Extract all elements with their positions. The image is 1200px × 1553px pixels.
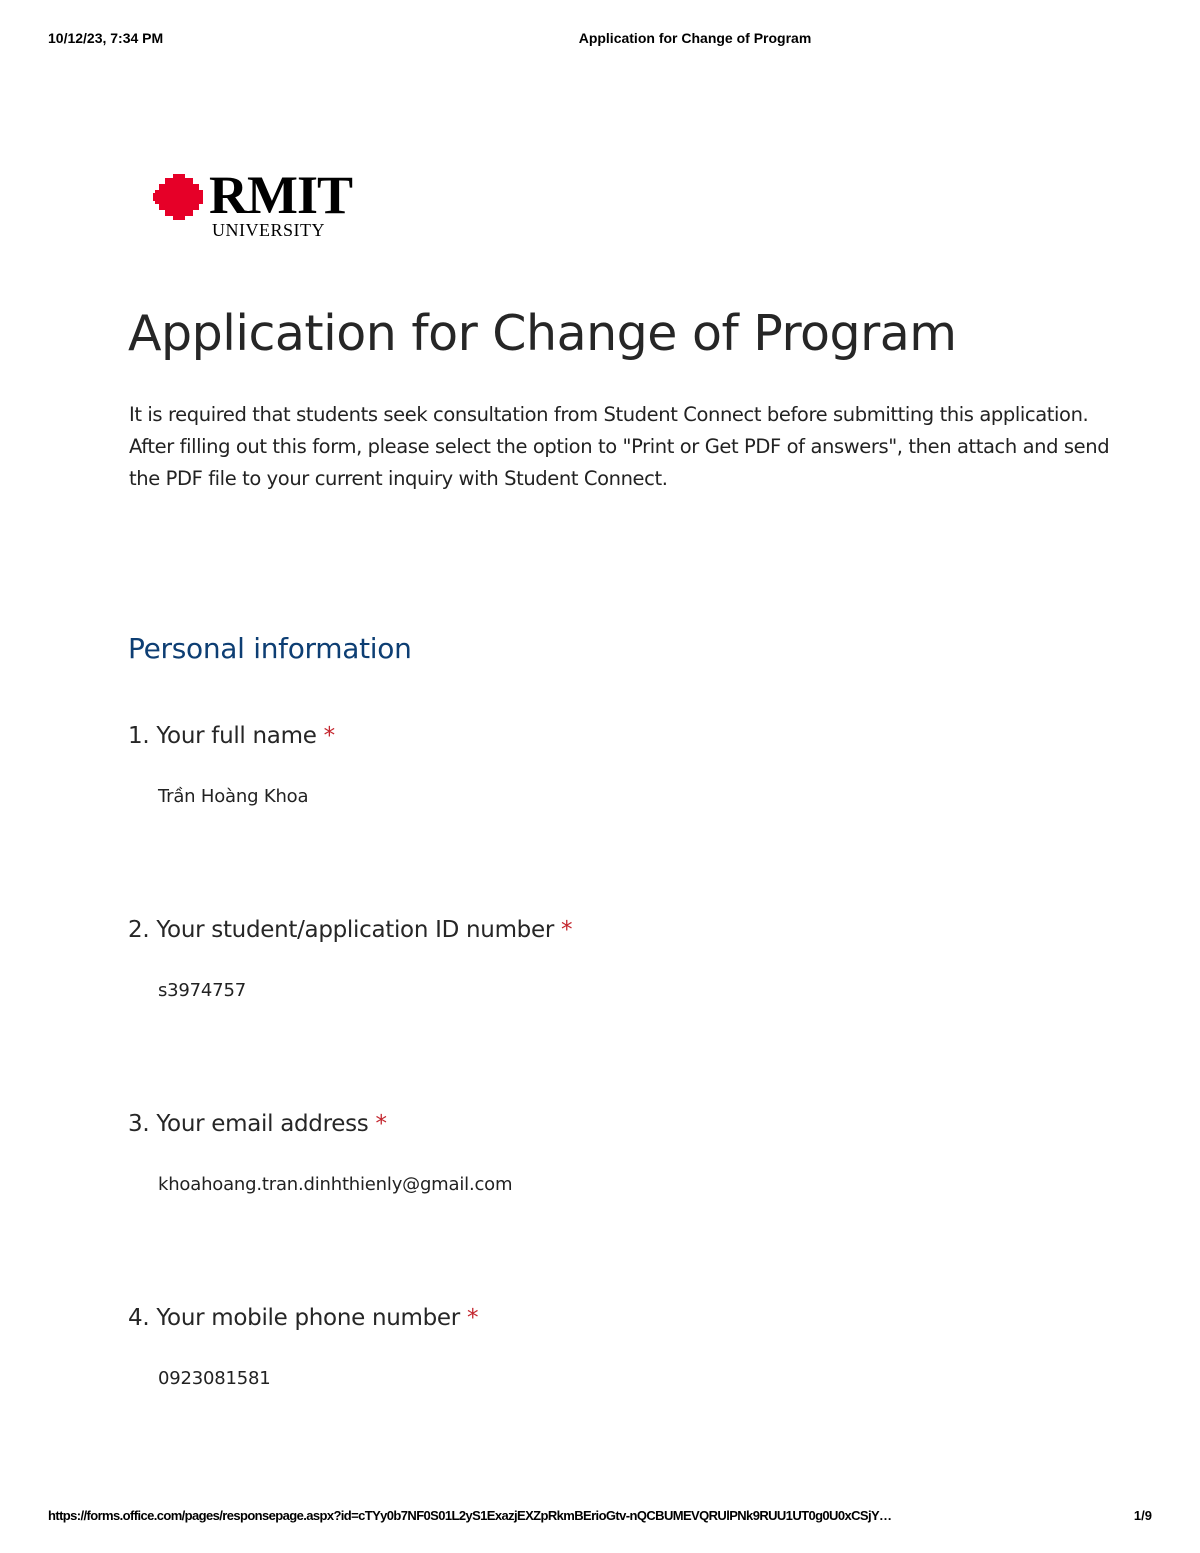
rmit-pixel-icon xyxy=(153,172,209,222)
form-title: Application for Change of Program xyxy=(128,305,957,362)
answer-full-name: Trần Hoàng Khoa xyxy=(158,786,309,807)
print-footer xyxy=(48,1508,1152,1528)
rmit-logo xyxy=(153,165,363,243)
section-title: Personal information xyxy=(128,632,412,665)
answer-phone: 0923081581 xyxy=(158,1368,271,1389)
question-label xyxy=(128,1111,387,1137)
question-text: 2. Your student/application ID number xyxy=(128,917,554,943)
required-mark: * xyxy=(375,1111,387,1137)
required-mark: * xyxy=(561,917,573,943)
question-label xyxy=(128,917,572,943)
question-label xyxy=(128,1305,478,1331)
answer-student-id: s3974757 xyxy=(158,980,246,1001)
question-text: 1. Your full name xyxy=(128,723,317,749)
logo-subtitle: UNIVERSITY xyxy=(212,220,325,240)
print-page-number: 1/9 xyxy=(1133,1508,1152,1523)
answer-email: khoahoang.tran.dinhthienly@gmail.com xyxy=(158,1174,513,1195)
question-text: 3. Your email address xyxy=(128,1111,369,1137)
print-header xyxy=(0,30,1200,50)
print-doc-title: Application for Change of Program xyxy=(578,30,812,46)
required-mark: * xyxy=(466,1305,479,1331)
question-text: 4. Your mobile phone number xyxy=(128,1305,460,1331)
form-description: It is required that students seek consultation from Student Connect before submitting this application. After filling out this form, please select the option to "Print or Get PDF of answers", then attach and send the PDF file to your current inquiry with Student Connect. xyxy=(129,403,1110,490)
required-mark: * xyxy=(323,723,335,749)
question-label xyxy=(128,723,335,749)
logo-name: RMIT xyxy=(209,165,352,225)
print-url: https://forms.office.com/pages/responsepage.aspx?id=cTYy0b7NF0S01L2yS1ExazjEXZpRkmBErioGtv-nQCBUMEVQRUlPNk9RUU1UT0g0U0xCSjY… xyxy=(48,1508,892,1523)
print-datetime: 10/12/23, 7:34 PM xyxy=(48,30,164,46)
